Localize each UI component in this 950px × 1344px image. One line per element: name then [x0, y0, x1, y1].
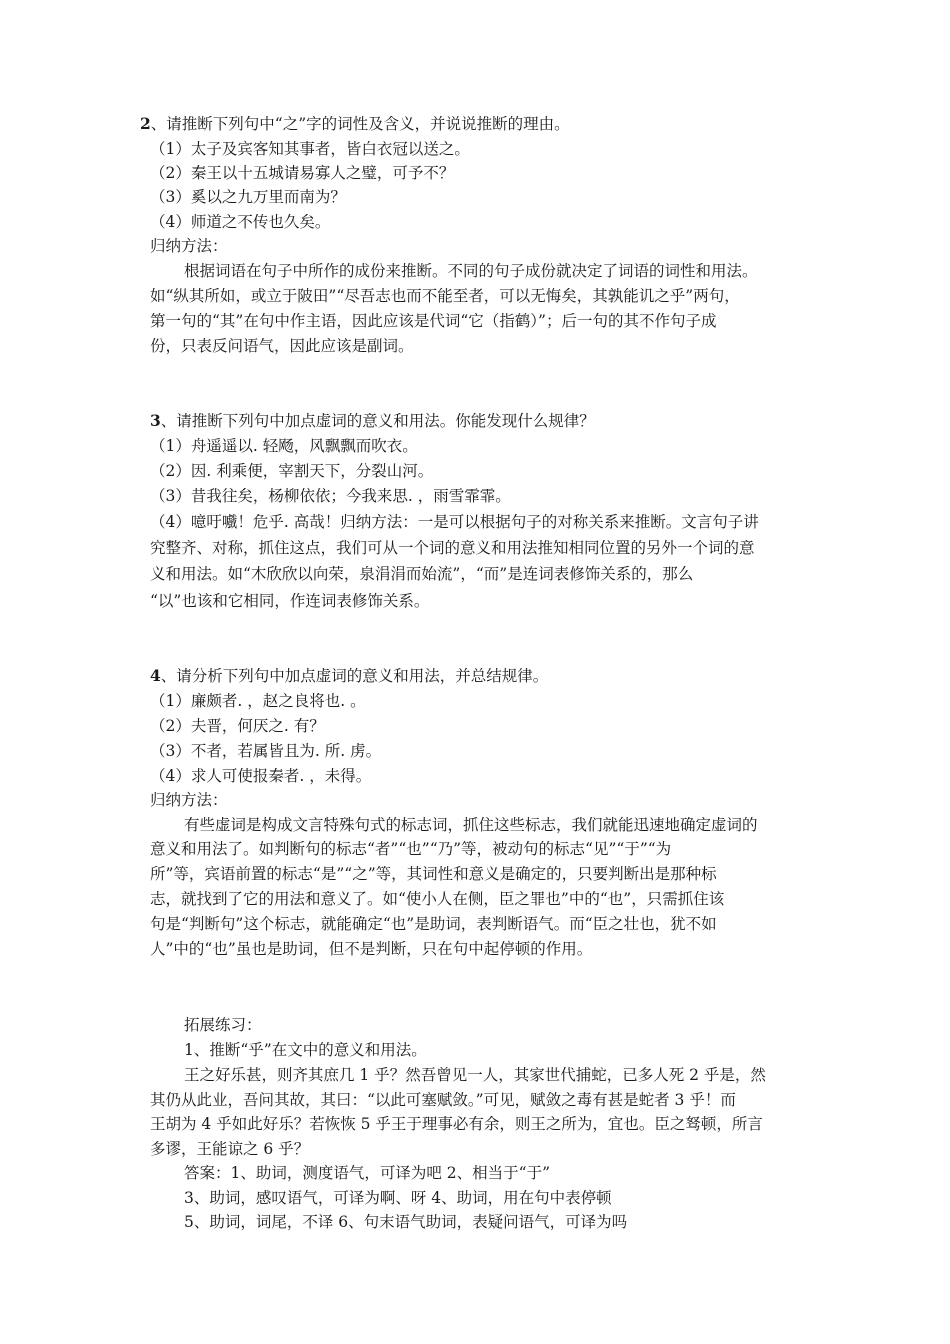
section2-item-2: （2）秦王以十五城请易寡人之璧，可予不？ — [150, 164, 455, 182]
section3-item-2: （2）因. 利乘便，宰割天下，分裂山河。 — [150, 462, 434, 480]
section4-method-line-2: 意义和用法了。如判断句的标志“者”“也”“乃”等，被动句的标志“见”“于”“为 — [150, 840, 672, 858]
section2-item-4: （4）师道之不传也久矣。 — [150, 213, 331, 231]
section2-item-3: （3）奚以之九万里而南为？ — [150, 188, 346, 206]
section4-method-line-6: 人”中的“也”虽也是助词，但不是判断，只在句中起停顿的作用。 — [150, 940, 593, 958]
section2-method-line-1: 根据词语在句子中所作的成份来推断。不同的句子成份就决定了词语的词性和用法。 — [184, 262, 758, 280]
extension-answer-line-1: 答案：1、助词，测度语气，可译为吧 2、相当于“于” — [184, 1164, 550, 1182]
section3-method-line-2: 义和用法。如“木欣欣以向荣，泉涓涓而始流”，“而”是连词表修饰关系的，那么 — [150, 565, 694, 583]
section4-method-line-3: 所”等，宾语前置的标志“是”“之”等，其词性和意义是确定的，只要判断出是那种标 — [150, 865, 717, 883]
section3-title: 、请推断下列句中加点虚词的意义和用法。你能发现什么规律？ — [160, 412, 595, 430]
section4-item-3: （3）不者，若属皆且为. 所. 虏。 — [150, 742, 382, 760]
section4-number: 4 — [150, 666, 161, 685]
section4-item-2: （2）夫晋，何厌之. 有？ — [150, 717, 325, 735]
section2-method-label: 归纳方法： — [150, 237, 228, 255]
section3-method-line-3: “以”也该和它相同，作连词表修饰关系。 — [150, 592, 430, 610]
section3-item-3: （3）昔我往矣，杨柳依依；今我来思. ，雨雪霏霏。 — [150, 487, 511, 505]
section2-item-1: （1）太子及宾客知其事者，皆白衣冠以送之。 — [150, 140, 470, 158]
section2-method-line-4: 份，只表反问语气，因此应该是副词。 — [150, 337, 414, 355]
extension-label: 拓展练习： — [184, 1016, 262, 1034]
extension-passage-line-4: 多谬，王能谅之 6 乎？ — [150, 1140, 310, 1158]
section3-method-line-1: 究整齐、对称，抓住这点，我们可从一个词的意义和用法推知相同位置的另外一个词的意 — [150, 539, 755, 557]
extension-question-1: 1、推断“乎”在文中的意义和用法。 — [184, 1041, 427, 1059]
section4-item-1: （1）廉颇者. ，赵之良将也. 。 — [150, 692, 366, 710]
section4-method-label: 归纳方法： — [150, 791, 228, 809]
section2-method-line-2: 如“纵其所如，或立于陂田”“尽吾志也而不能至者，可以无悔矣，其孰能讥之乎”两句， — [150, 287, 740, 305]
section3-number: 3 — [150, 411, 161, 430]
section4-method-line-4: 志，就找到了它的用法和意义了。如“使小人在侧，臣之罪也”中的“也”，只需抓住该 — [150, 890, 725, 908]
section4-heading — [150, 665, 548, 687]
section4-title: 、请分析下列句中加点虚词的意义和用法，并总结规律。 — [160, 667, 549, 685]
section2-number: 2 — [140, 114, 151, 133]
extension-passage-line-3: 王胡为 4 乎如此好乐？若恢恢 5 乎王于理事必有余，则王之所为，宜也。臣之驽顿，所言 — [150, 1115, 763, 1133]
extension-passage-line-1: 王之好乐甚，则齐其庶几 1 乎？然吾曾见一人，其家世代捕蛇，已多人死 2 乎是，然 — [184, 1066, 766, 1084]
section2-title: 、请推断下列句中“之”字的词性及含义，并说说推断的理由。 — [150, 115, 570, 133]
extension-passage-line-2: 其仍从此业，吾问其故，其曰：“以此可塞赋敛。”可见，赋敛之毒有甚是蛇者 3 乎！而 — [150, 1091, 736, 1109]
section4-method-line-5: 句是“判断句”这个标志，就能确定“也”是助词，表判断语气。而“臣之壮也，犹不如 — [150, 915, 717, 933]
section2-method-line-3: 第一句的“其”在句中作主语，因此应该是代词“它（指鹤）”；后一句的其不作句子成 — [150, 312, 717, 330]
section4-item-4: （4）求人可使报秦者. ，未得。 — [150, 767, 372, 785]
section3-item-1: （1）舟遥遥以. 轻飏，风飘飘而吹衣。 — [150, 437, 418, 455]
section3-heading — [150, 410, 595, 432]
extension-answer-line-3: 5、助词，词尾，不译 6、句末语气助词，表疑问语气，可译为吗 — [184, 1213, 628, 1231]
section2-heading — [140, 113, 570, 135]
section3-item-4: （4）噫吁嚱！危乎. 高哉！归纳方法：一是可以根据句子的对称关系来推断。文言句子讲 — [150, 513, 759, 531]
extension-answer-line-2: 3、助词，感叹语气，可译为啊、呀 4、助词，用在句中表停顿 — [184, 1189, 612, 1207]
section4-method-line-1: 有些虚词是构成文言特殊句式的标志词，抓住这些标志，我们就能迅速地确定虚词的 — [184, 816, 758, 834]
